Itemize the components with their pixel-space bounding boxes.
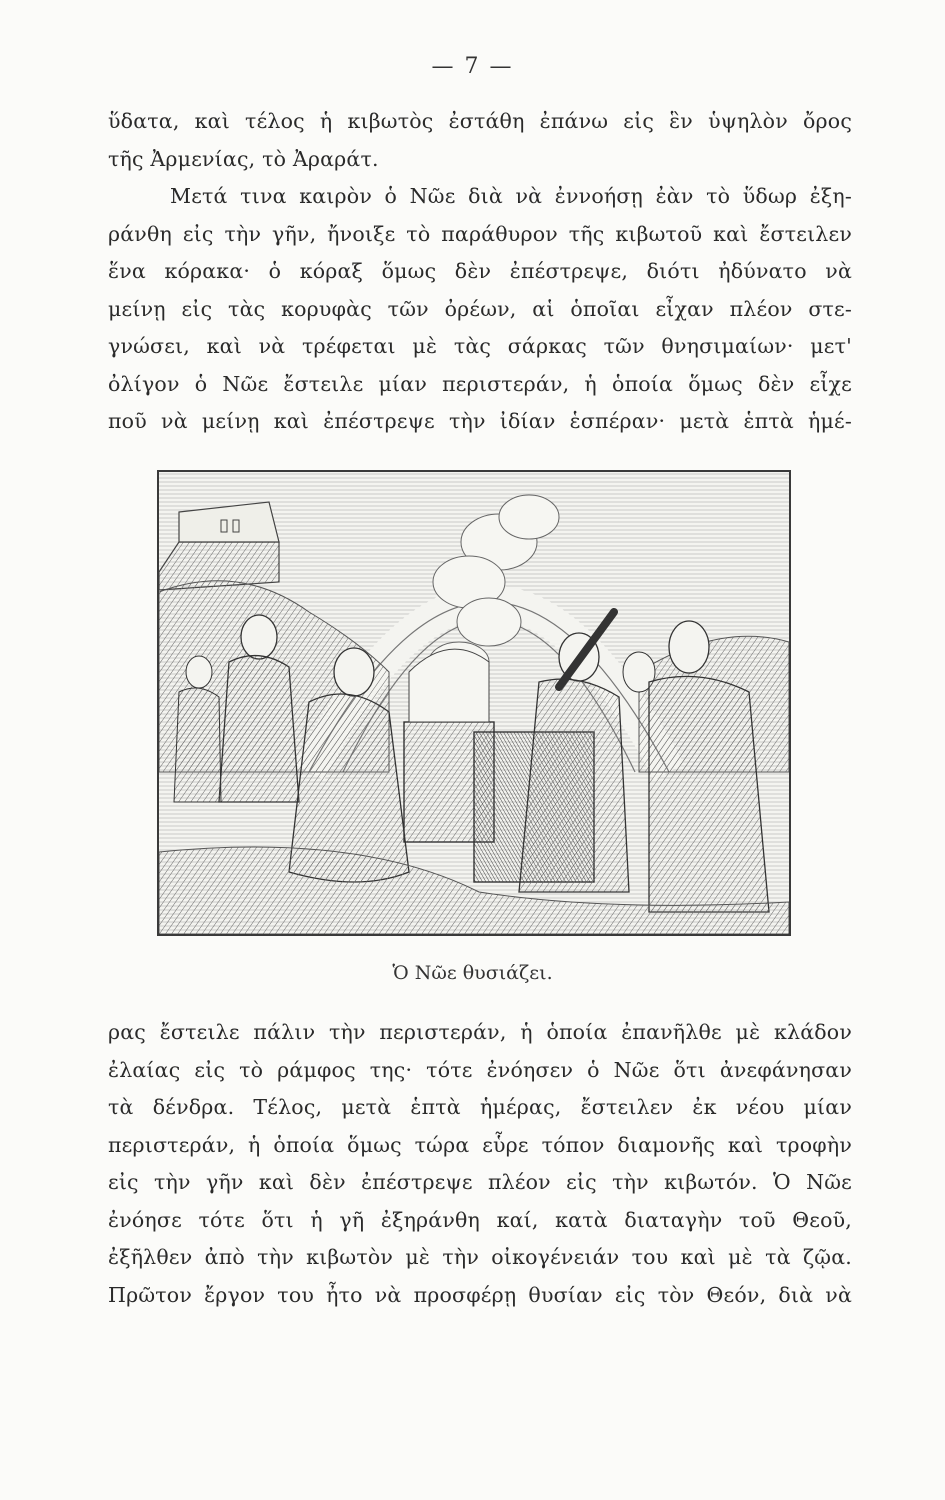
text-line: ὀλίγον ὁ Νῶε ἔστειλε μίαν περιστεράν, ἡ ὁποία ὅμως δὲν εἶχε (108, 371, 852, 396)
text-line: γνώσει, καὶ νὰ τρέφεται μὲ τὰς σάρκας τῶν θνησιμαίων· μετ' (108, 334, 852, 358)
text-line: εἰς τὴν γῆν καὶ δὲν ἐπέστρεψε πλέον εἰς τὴν κιβωτόν. Ὁ Νῶε (108, 1170, 852, 1194)
noah-sacrifice-engraving (157, 470, 791, 936)
page-number: — 7 — (431, 54, 514, 79)
text-line: τὰ δένδρα. Τέλος, μετὰ ἑπτὰ ἡμέρας, ἔστειλεν ἐκ νέου μίαν (108, 1095, 852, 1119)
text-line: ἕνα κόρακα· ὁ κόραξ ὅμως δὲν ἐπέστρεψε, διότι ἠδύνατο νὰ (108, 259, 852, 283)
text-line: Πρῶτον ἔργον του ἦτο νὰ προσφέρῃ θυσίαν εἰς τὸν Θεόν, διὰ νὰ (108, 1282, 852, 1307)
bottom-text-block (108, 1014, 852, 1314)
text-line: ρας ἔστειλε πάλιν τὴν περιστεράν, ἡ ὁποία ἐπανῆλθε μὲ κλάδον (108, 1020, 852, 1044)
figure-caption: Ὁ Νῶε θυσιάζει. (392, 962, 553, 984)
text-line: ποῦ νὰ μείνῃ καὶ ἐπέστρεψε τὴν ἰδίαν ἑσπέραν· μετὰ ἑπτὰ ἡμέ- (108, 409, 852, 433)
text-line: ἐλαίας εἰς τὸ ράμφος της· τότε ἐνόησεν ὁ Νῶε ὅτι ἀνεφάνησαν (108, 1057, 852, 1082)
text-line: ἐξῆλθεν ἀπὸ τὴν κιβωτὸν μὲ τὴν οἰκογένειάν του καὶ μὲ τὰ ζῷα. (108, 1245, 852, 1269)
text-line: ἐνόησε τότε ὅτι ἡ γῆ ἐξηράνθη καί, κατὰ διαταγὴν τοῦ Θεοῦ, (108, 1207, 852, 1232)
text-line: τῆς Ἀρμενίας, τὸ Ἀραράτ. (108, 146, 379, 171)
text-line: Μετά τινα καιρὸν ὁ Νῶε διὰ νὰ ἐννοήσῃ ἐὰν τὸ ὕδωρ ἐξη- (170, 184, 852, 208)
top-text-block (108, 103, 852, 441)
text-line: περιστεράν, ἡ ὁποία ὅμως τώρα εὗρε τόπον διαμονῆς καὶ τροφὴν (108, 1132, 852, 1157)
text-line: ράνθη εἰς τὴν γῆν, ἤνοιξε τὸ παράθυρον τῆς κιβωτοῦ καὶ ἔστειλεν (108, 221, 852, 246)
text-line: ὕδατα, καὶ τέλος ἡ κιβωτὸς ἐστάθη ἐπάνω εἰς ἓν ὑψηλὸν ὄρος (108, 109, 852, 133)
text-line: μείνῃ εἰς τὰς κορυφὰς τῶν ὀρέων, αἱ ὁποῖαι εἶχαν πλέον στε- (108, 296, 852, 321)
